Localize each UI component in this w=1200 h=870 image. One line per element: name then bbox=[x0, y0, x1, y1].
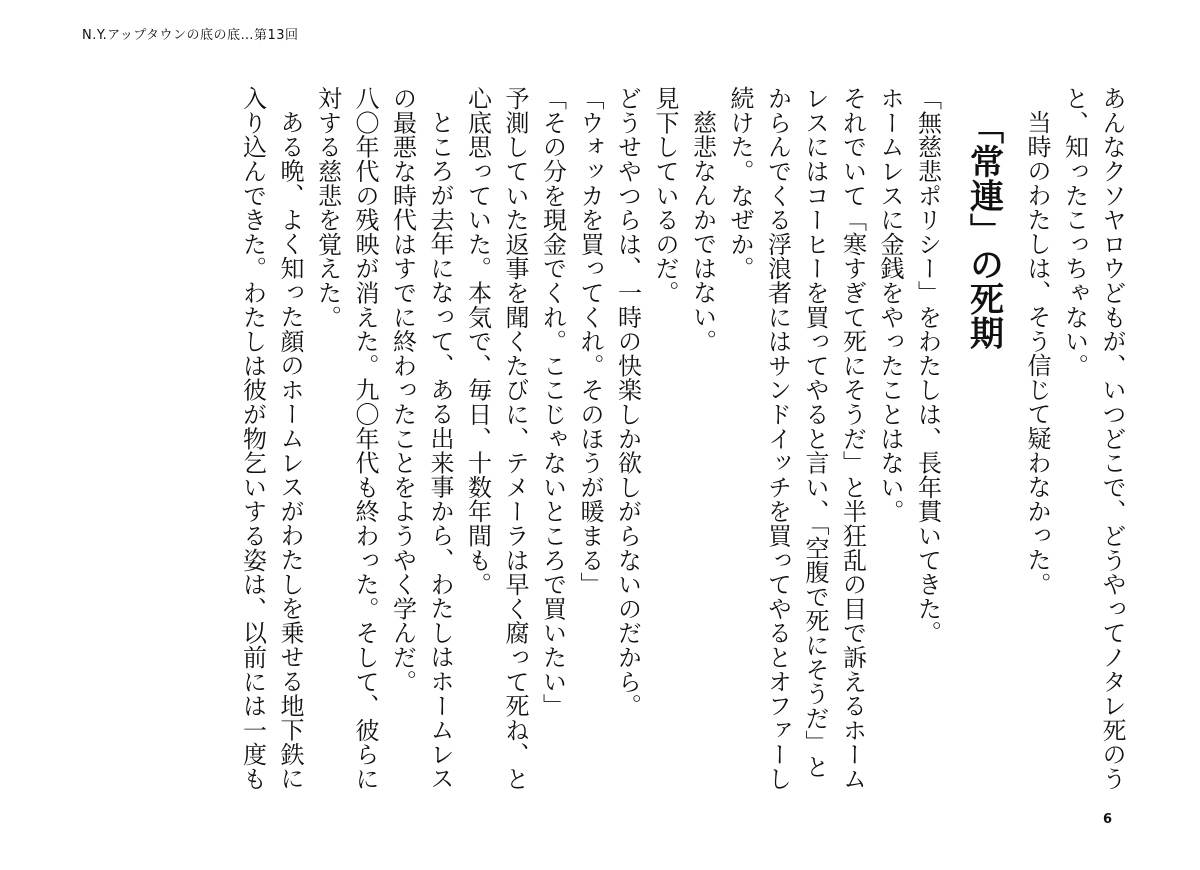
paragraph: 予測していた返事を聞くたびに、テメーラは早く腐って死ね、と心底思っていた。本気で、毎日、十数年間も。 bbox=[463, 86, 529, 791]
quote-line: 「ウォッカを買ってくれ。そのほうが暖まる」 bbox=[576, 86, 604, 597]
quote-line: 「その分を現金でくれ。ここじゃないところで買いたい」 bbox=[538, 86, 567, 718]
paragraph: あんなクソヤロウどもが、いつどこで、どうやってノタレ死のうと、知ったこっちゃない。 bbox=[1060, 86, 1126, 791]
section-heading: 「常連」の死期 bbox=[963, 110, 1004, 351]
paragraph: ある晩、よく知った顔のホームレスがわたしを乗せる地下鉄に入り込んできた。わたしは彼が物乞いする姿は、以前には一度も bbox=[238, 86, 304, 791]
paragraph: ホームレスに金銭をやったことはない。 bbox=[876, 86, 904, 524]
paragraph: 「無慈悲ポリシー」をわたしは、長年貫いてきた。 bbox=[913, 86, 942, 645]
paragraph: 当時のわたしは、そう信じて疑わなかった。 bbox=[1023, 110, 1051, 596]
article-body bbox=[80, 86, 1130, 796]
paragraph: それでいて「寒すぎて死にそうだ」と半狂乱の目で訴えるホームレスにはコーヒーを買ってやると言い、「空腹で死にそうだ」とからんでくる浮浪者にはサンドイッチを買ってやるとオファーし続けた。なぜか。 bbox=[726, 86, 867, 791]
paragraph: ところが去年になって、ある出来事から、わたしはホームレスの最悪な時代はすでに終わったことをようやく学んだ。 bbox=[388, 86, 454, 791]
paragraph: 見下しているのだ。 bbox=[651, 86, 679, 305]
running-header: N.Y.アップタウンの底の底…第13回 bbox=[82, 28, 299, 43]
paragraph: 八〇年代の残映が消えた。九〇年代も終わった。そして、彼らに対する慈悲を覚えた。 bbox=[313, 86, 379, 791]
paragraph: どうせやつらは、一時の快楽しか欲しがらないのだから。 bbox=[613, 86, 642, 718]
paragraph: 慈悲なんかではない。 bbox=[688, 110, 717, 353]
page-number: 6 bbox=[1103, 812, 1113, 827]
